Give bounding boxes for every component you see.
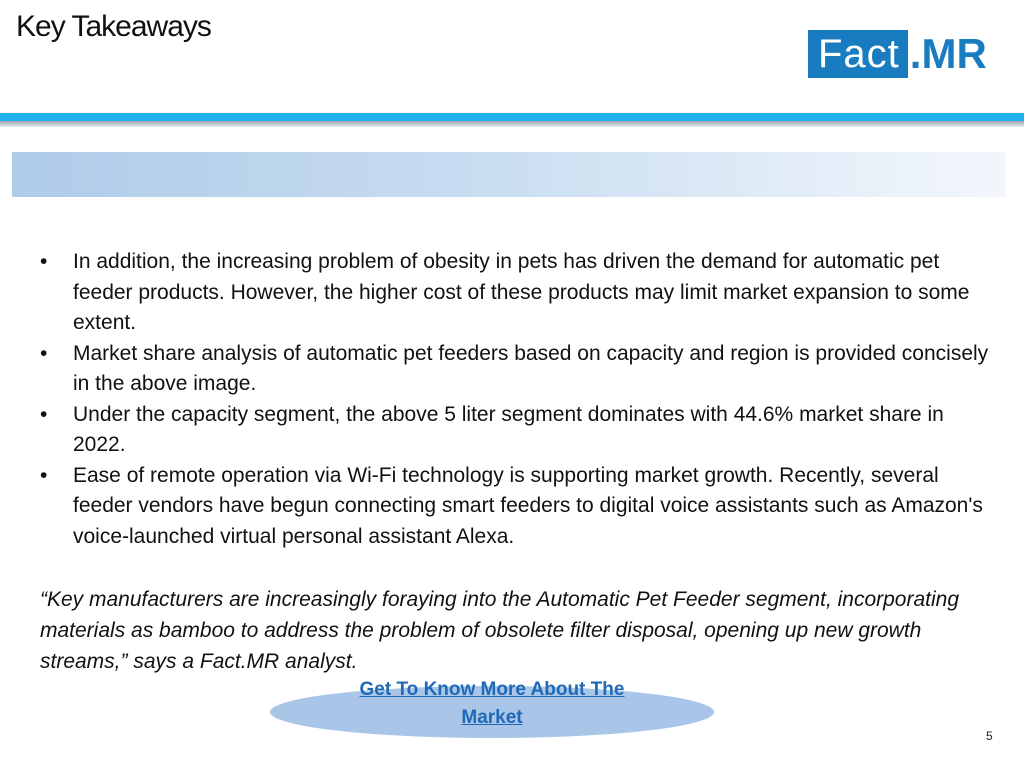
list-item xyxy=(40,247,1000,339)
slide-title: Key Takeaways xyxy=(16,10,211,43)
header-accent-rule xyxy=(0,113,1024,121)
list-item-text: In addition, the increasing problem of obesity in pets has driven the demand for automatic pet feeder products. However, the higher cost of these products may limit market expansion to some extent. xyxy=(73,250,970,334)
logo-box-text: Fact xyxy=(808,30,908,78)
bullet-icon: • xyxy=(40,341,48,365)
list-item-text: Market share analysis of automatic pet feeders based on capacity and region is provided concisely in the above image. xyxy=(73,341,989,395)
logo-suffix-text: .MR xyxy=(909,30,987,77)
page-number: 5 xyxy=(986,729,993,743)
analyst-quote: “Key manufacturers are increasingly foraying into the Automatic Pet Feeder segment, incorporating materials as bamboo to address the problem of obsolete filter disposal, opening up new growth streams,” says a Fact.MR analyst. xyxy=(40,588,960,673)
list-item xyxy=(40,461,1000,553)
gradient-banner xyxy=(12,152,1006,197)
takeaway-list xyxy=(40,247,1000,552)
bullet-icon: • xyxy=(40,250,48,273)
list-item-text: Under the capacity segment, the above 5 liter segment dominates with 44.6% market share in 2022. xyxy=(73,402,944,456)
fact-mr-logo xyxy=(808,30,987,78)
list-item xyxy=(40,339,1000,400)
bullet-icon: • xyxy=(40,463,48,487)
know-more-link[interactable]: Get To Know More About The Market xyxy=(359,679,625,728)
bullet-icon: • xyxy=(40,402,48,426)
header-rule-shadow xyxy=(0,121,1024,127)
list-item xyxy=(40,400,1000,461)
list-item-text: Ease of remote operation via Wi-Fi technology is supporting market growth. Recently, several feeder vendors have begun connecting smart feeders to digital voice assistants such as Amazon's voice-launched virtual personal assistant Alexa. xyxy=(73,463,983,548)
cta-oval xyxy=(270,679,714,738)
